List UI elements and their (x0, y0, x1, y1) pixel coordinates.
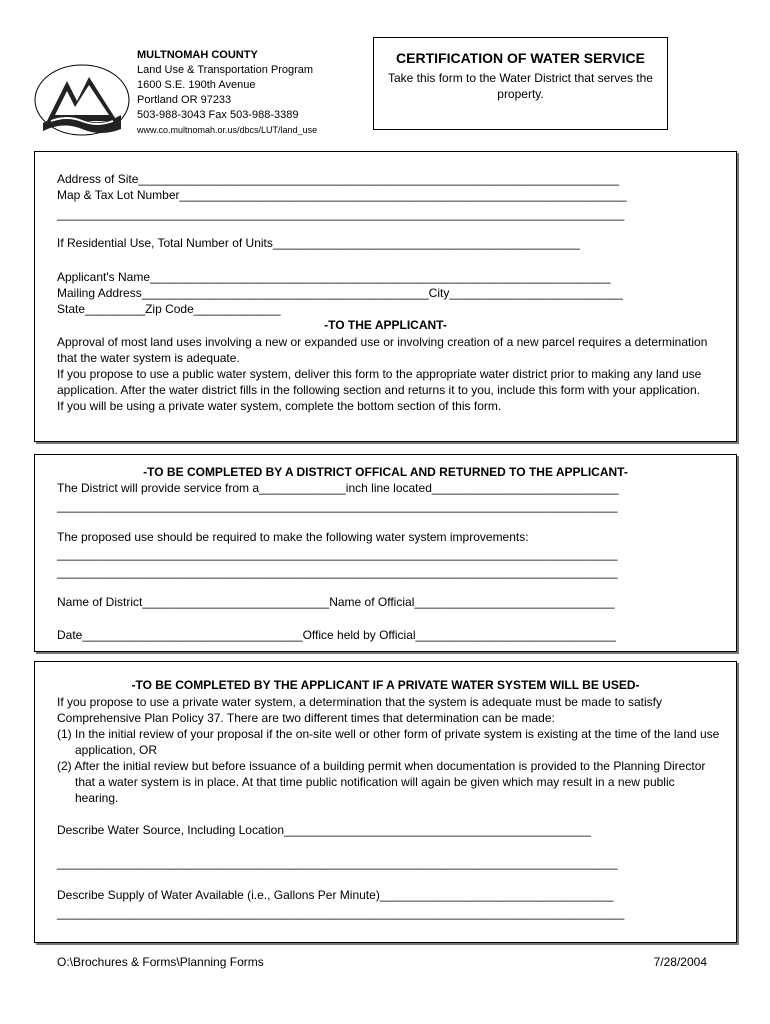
private-item-1: (1) In the initial review of your proposal if the on-site well or other form of private system is existing at the time of the land use application, OR (57, 727, 720, 757)
service-line-continued[interactable]: ____________________________________________________________________________________ (57, 499, 618, 513)
address-of-site-field[interactable]: Address of Site________________________________________________________________________ (57, 172, 619, 186)
applicant-info-section (34, 151, 737, 442)
water-source-continued[interactable]: ____________________________________________________________________________________ (57, 856, 618, 870)
map-tax-lot-continued[interactable]: _____________________________________________________________________________________ (57, 207, 625, 221)
district-official-section (34, 454, 737, 652)
org-address-block (137, 48, 317, 138)
instruction-public-system: If you propose to use a public water system, deliver this form to the appropriate water district prior to making any land use application. After the water district fills in the following section and returns it to you, include this form with your application. (57, 367, 702, 397)
org-address1: 1600 S.E. 190th Avenue (137, 79, 256, 91)
private-section-heading: -TO BE COMPLETED BY THE APPLICANT IF A PRIVATE WATER SYSTEM WILL BE USED- (131, 678, 640, 692)
instructions (57, 334, 721, 414)
applicant-name-field[interactable]: Applicant's Name_____________________________________________________________________ (57, 270, 611, 284)
private-intro: If you propose to use a private water system, a determination that the system is adequate must be made to satisfy Comprehensive Plan Policy 37. There are two different times that determination can be made: (57, 695, 662, 725)
private-instructions (57, 694, 721, 806)
instruction-approval: Approval of most land uses involving a new or expanded use or involving creation of a new parcel requires a determination that the water system is adequate. (57, 335, 708, 365)
footer-path: O:\Brochures & Forms\Planning Forms (57, 955, 264, 969)
footer-date: 7/28/2004 (653, 955, 707, 969)
org-url: www.co.multnomah.or.us/dbcs/LUT/land_use (137, 125, 318, 135)
form-subtitle: Take this form to the Water District that serves the property. (388, 71, 653, 101)
private-water-section (34, 661, 737, 943)
improvements-line-2[interactable]: ____________________________________________________________________________________ (57, 565, 618, 579)
org-phone-fax: 503-988-3043 Fax 503-988-3389 (137, 109, 299, 121)
to-applicant-heading: -TO THE APPLICANT- (324, 318, 447, 332)
date-office-field[interactable]: Date_________________________________Office held by Official______________________________ (57, 628, 616, 642)
residential-units-field[interactable]: If Residential Use, Total Number of Units______________________________________________ (57, 236, 580, 250)
instruction-private-system: If you will be using a private water system, complete the bottom section of this form. (57, 399, 502, 413)
water-supply-field[interactable]: Describe Supply of Water Available (i.e., Gallons Per Minute)___________________________________ (57, 888, 614, 902)
certification-box (373, 37, 668, 130)
state-zip-field[interactable]: State_________Zip Code_____________ (57, 302, 281, 316)
org-address2: Portland OR 97233 (137, 94, 232, 106)
private-item-2: (2) After the initial review but before issuance of a building permit when documentation is provided to the Planning Director that a water system is in place. At that time public notification will again be given which may result in a new public hearing. (57, 759, 706, 805)
org-program: Land Use & Transportation Program (137, 64, 314, 76)
map-tax-lot-field[interactable]: Map & Tax Lot Number___________________________________________________________________ (57, 188, 627, 202)
mailing-address-city-field[interactable]: Mailing Address___________________________________________City__________________________ (57, 286, 623, 300)
water-supply-continued[interactable]: _____________________________________________________________________________________ (57, 906, 625, 920)
org-name: MULTNOMAH COUNTY (137, 49, 258, 61)
service-line-field[interactable]: The District will provide service from a_____________inch line located____________________________ (57, 481, 619, 495)
district-official-field[interactable]: Name of District____________________________Name of Official______________________________ (57, 595, 615, 609)
water-source-field[interactable]: Describe Water Source, Including Location______________________________________________ (57, 823, 591, 837)
improvements-label: The proposed use should be required to make the following water system improvements: (57, 530, 529, 544)
county-logo (33, 63, 131, 137)
form-title: CERTIFICATION OF WATER SERVICE (396, 50, 645, 66)
improvements-line-1[interactable]: ____________________________________________________________________________________ (57, 547, 618, 561)
district-section-heading: -TO BE COMPLETED BY A DISTRICT OFFICAL AND RETURNED TO THE APPLICANT- (143, 465, 628, 479)
